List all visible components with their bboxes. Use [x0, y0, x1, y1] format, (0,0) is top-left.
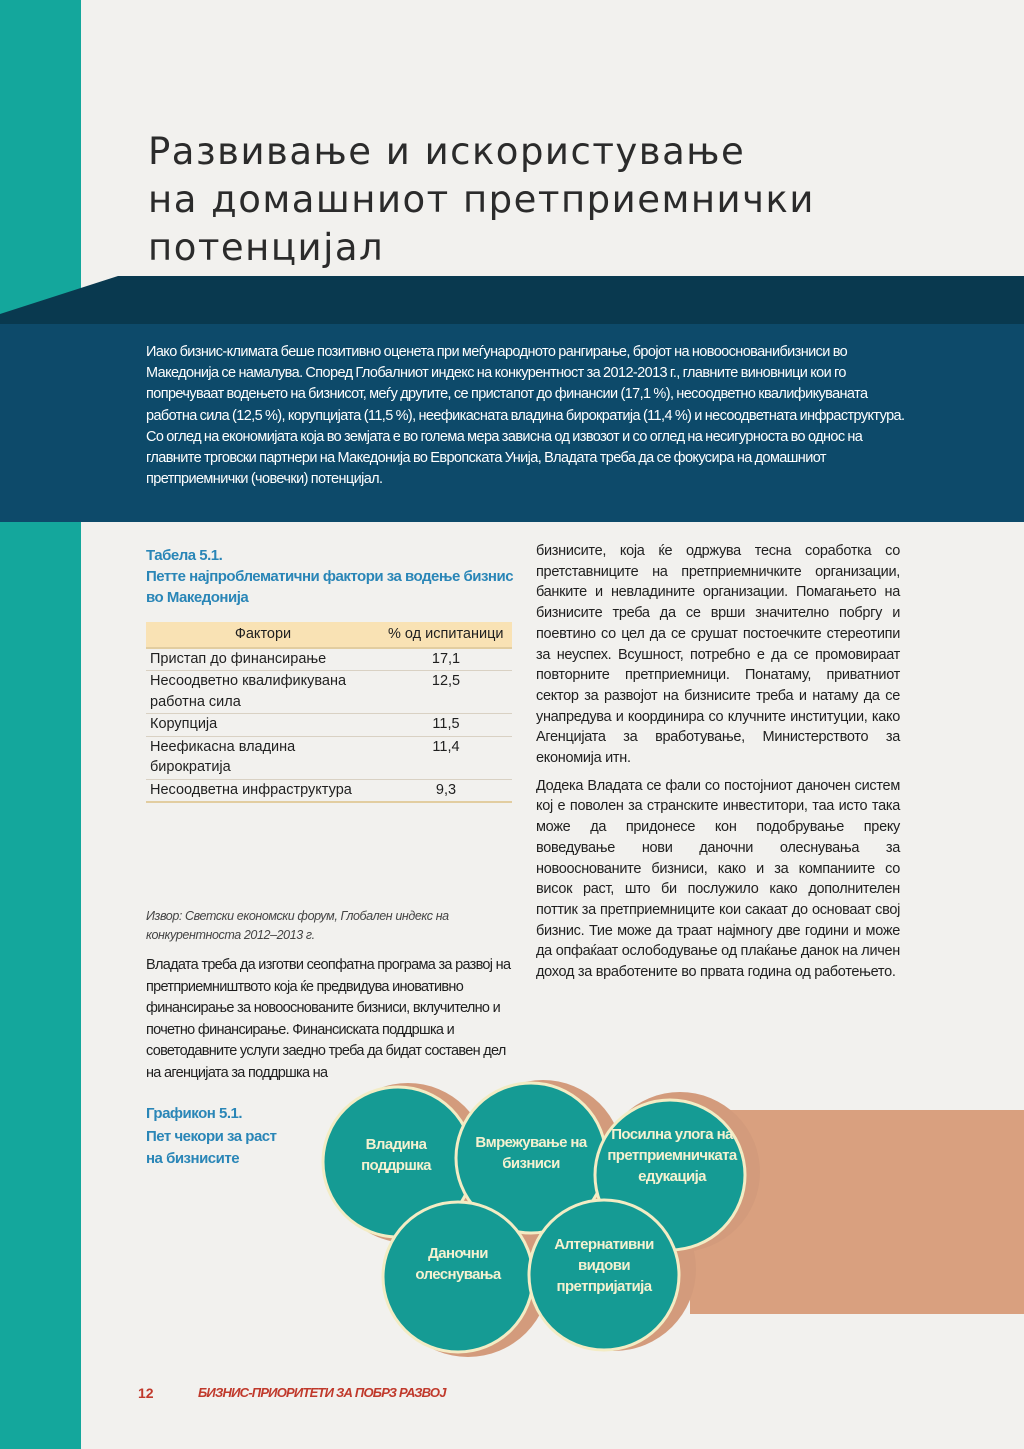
- title-line-1: Развивање и искористување: [148, 130, 746, 173]
- table-label: Табела 5.1.: [146, 547, 223, 564]
- value-cell: 11,4: [380, 736, 512, 779]
- factor-cell: Пристап до финансирање: [146, 648, 380, 671]
- right-paragraph-2: Додека Владата се фали со постојниот даночен систем кој е поволен за странските инвеститори, таа исто така може да придонесе кон подобрување преку воведување нови даночни олеснувања за новооснованите бизниси, како и за компаниите со висок раст, што би послужило како дополнителен поттик за претприемниците кои сакаат до основаат свој бизнис. Тие може да траат најмногу две години и може да опфаќаат ослободување од плаќање данок на личен доход за вработените во првата година од работењето.: [536, 777, 900, 981]
- step-label-4: Даночни олеснувања: [415, 1245, 501, 1283]
- running-title: БИЗНИС-ПРИОРИТЕТИ ЗА ПОБРЗ РАЗВОЈ: [198, 1385, 446, 1400]
- left-paragraph: Владата треба да изготви сеопфатна програма за развој на претприемништвото која ќе предвидува иновативно финансирање за новооснованите бизниси, вклучително и почетно финансирање. Финансиската поддршка и советодавните услуги заедно треба да бидат составен дел на агенцијата за поддршка на: [146, 957, 511, 1081]
- value-cell: 12,5: [380, 671, 512, 714]
- chart-title: Пет чекори за раст на бизнисите: [146, 1127, 277, 1167]
- page-number: 12: [138, 1385, 154, 1401]
- value-cell: 9,3: [380, 779, 512, 802]
- value-cell: 17,1: [380, 648, 512, 671]
- header-percent: % од испитаници: [380, 622, 512, 648]
- step-label-2: Вмрежување на бизниси: [475, 1134, 587, 1172]
- step-label-1: Владина поддршка: [361, 1136, 431, 1174]
- title-line-2: на домашниот претприемнички: [148, 178, 815, 221]
- table-title: Петте најпроблематични фактори за водење бизнис во Македонија: [146, 568, 514, 606]
- right-paragraph-1: бизнисите, која ќе одржува тесна соработка со претставниците на претприемничките организации, банките и невладините организации. Помагањето на бизнисите треба да се врши значително побргу и поевтино со цел да се срушат постоечките стереотипи за неуспех. Всушност, потребно е да се промовираат повторните претприемници. Понатаму, приватниот сектор за развојот на бизнисите треба и натаму да се унапредува и координира со клучните институции, како Агенцијата за вработување, Министерството за економија итн.: [536, 543, 900, 767]
- chart-label: Графикон 5.1.: [146, 1105, 243, 1122]
- title-line-3: потенцијал: [148, 226, 385, 269]
- table-source: Извор: Светски економски форум, Глобален индекс на конкурентноста 2012–2013 г.: [146, 909, 449, 942]
- factor-cell: Несоодветно квалификувана работна сила: [146, 671, 380, 714]
- factor-cell: Корупција: [146, 714, 380, 737]
- factor-cell: Неефикасна владина бирократија: [146, 736, 380, 779]
- step-label-3: Посилна улога на претприемничката едукација: [607, 1126, 737, 1185]
- intro-paragraph: Иако бизнис-климата беше позитивно оценета при меѓународното рангирање, бројот на новооснованибизниси во Македонија се намалува. Според Глобалниот индекс на конкурентност за 2012-2013 г., главните виновници кои го попречуваат водењето на бизнисот, меѓу другите, се пристапот до финансии (17,1 %), несоодветно квалификуваната работна сила (12,5 %), корупцијата (11,5 %), неефикасната владина бирократија (11,4 %) и несоодветната инфраструктура. Со оглед на економијата која во земјата е во голема мера зависна од извозот и со оглед на несигурноста во однос на главните трговски партнери на Македонија во Европската Унија, Владата треба да се фокусира на домашниот претприемнички (човечки) потенцијал.: [146, 344, 905, 488]
- step-label-5: Алтернативни видови претпријатија: [554, 1236, 654, 1295]
- header-factors: Фактори: [146, 622, 380, 648]
- factor-cell: Несоодветна инфраструктура: [146, 779, 380, 802]
- value-cell: 11,5: [380, 714, 512, 737]
